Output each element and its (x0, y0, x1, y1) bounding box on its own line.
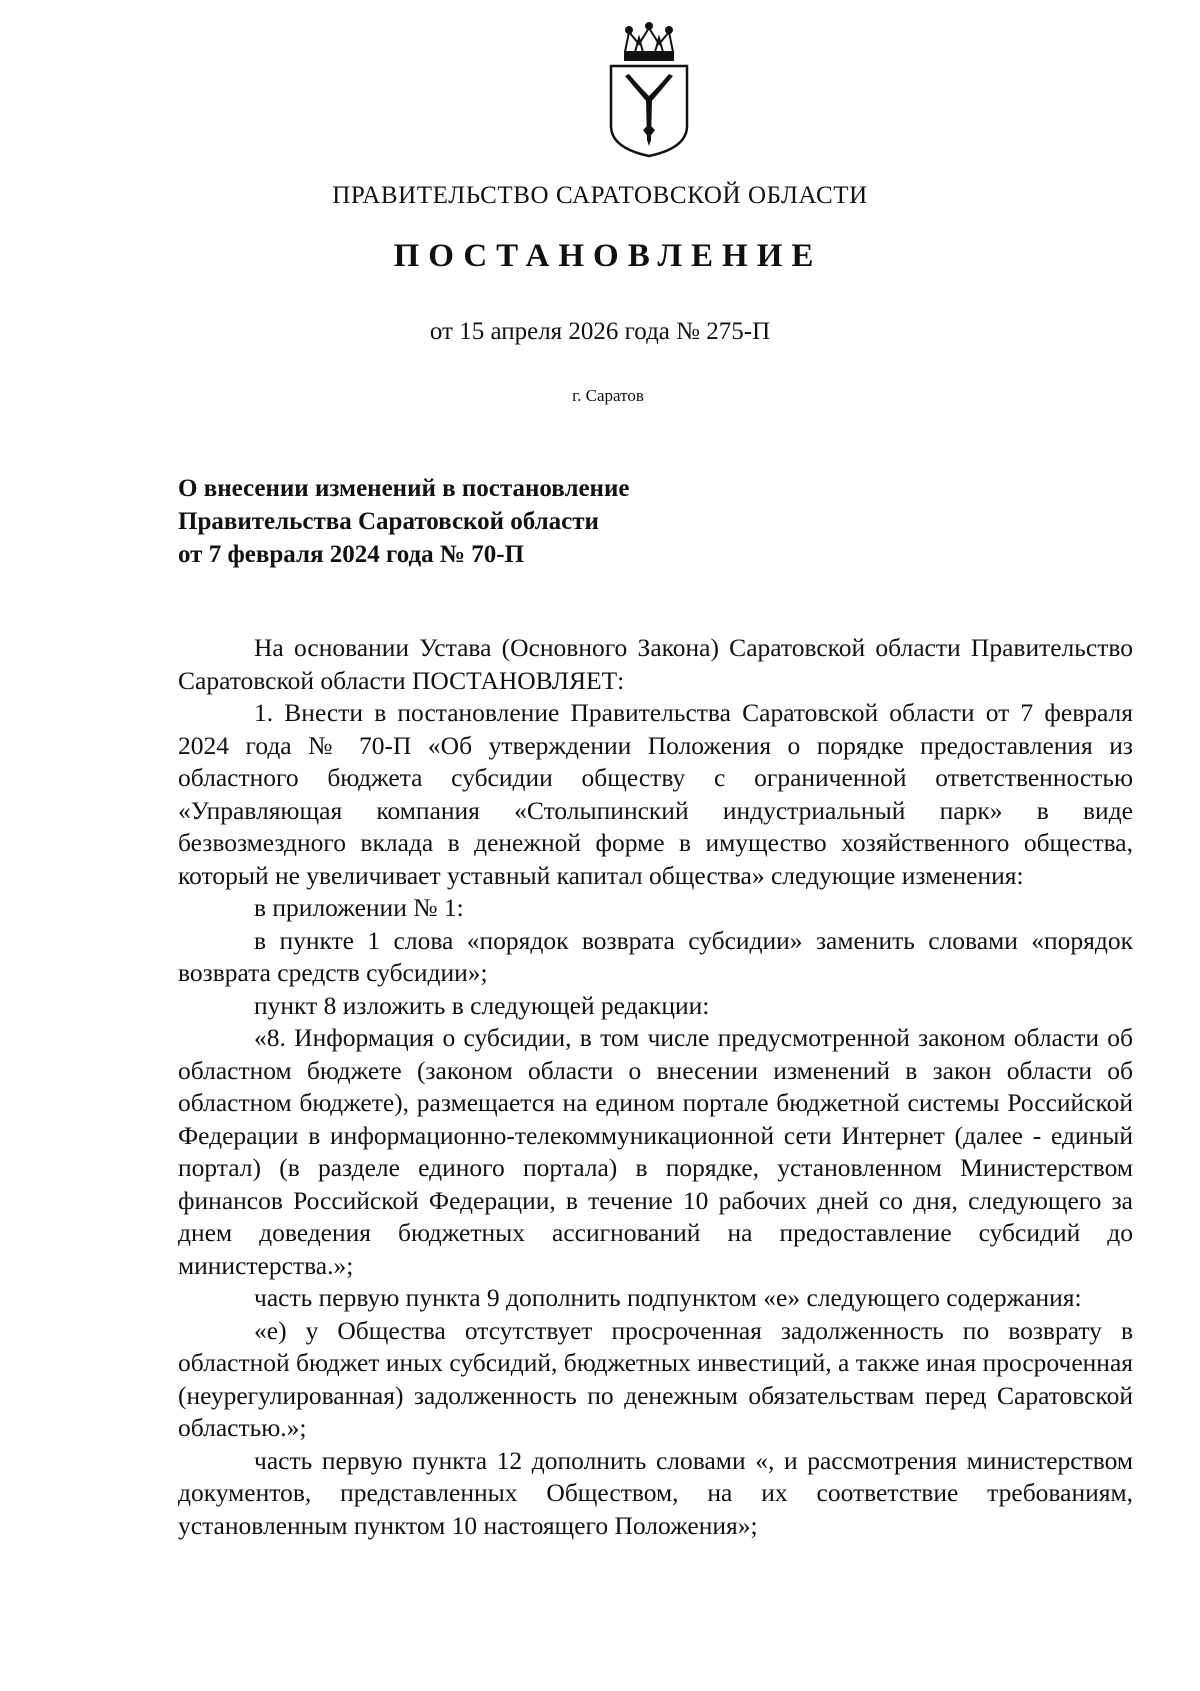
body-paragraph: 1. Внести в постановление Правительства Саратовской области от 7 февраля 2024 года № 70-П «Об утверждении Положения о порядке предоставления из областного бюджета субсидии обществу с ограниченной ответственностью «Управляющая компания «Столыпинский индустриальный парк» в виде безвозмездного вклада в денежной форме в имущество хозяйственного общества, который не увеличивает уставный капитал общества» следующие изменения: (178, 698, 1133, 890)
document-title (178, 472, 878, 571)
body-paragraph: «е) у Общества отсутствует просроченная задолженность по возврату в областной бюджет иных субсидий, бюджетных инвестиций, а также иная просроченная (неурегулированная) задолженность по денежным обязательствам перед Саратовской областью.»; (178, 1315, 1133, 1442)
body-paragraph: в пункте 1 слова «порядок возврата субсидии» заменить словами «порядок возврата средств субсидии»; (178, 925, 1133, 987)
document-city: г. Саратов (572, 386, 644, 405)
title-line: от 7 февраля 2024 года № 70-П (178, 541, 525, 568)
organization-name: ПРАВИТЕЛЬСТВО САРАТОВСКОЙ ОБЛАСТИ (332, 182, 868, 209)
body-paragraph: На основании Устава (Основного Закона) Саратовской области Правительство Саратовской области ПОСТАНОВЛЯЕТ: (178, 633, 1133, 695)
title-line: Правительства Саратовской области (178, 508, 599, 535)
title-line: О внесении изменений в постановление (178, 475, 630, 502)
document-body (178, 632, 1133, 1542)
body-paragraph: часть первую пункта 9 дополнить подпунктом «е» следующего содержания: (254, 1283, 1082, 1312)
body-paragraph: пункт 8 изложить в следующей редакции: (254, 990, 710, 1020)
saratov-coat-of-arms-icon (605, 22, 693, 160)
body-paragraph: часть первую пункта 12 дополнить словами «, и рассмотрения министерством документов, представленных Обществом, на их соответствие требованиям, установленным пунктом 10 настоящего Положения»; (178, 1445, 1133, 1540)
document-date-number: от 15 апреля 2026 года № 275-П (429, 318, 771, 345)
body-paragraph: «8. Информация о субсидии, в том числе предусмотренной законом области об областном бюджете (законом области о внесении изменений в закон области об областном бюджете), размещается на едином портале бюджетной системы Российской Федерации в информационно-телекоммуникационной сети Интернет (далее - единый портал) (в разделе единого портала) в порядке, установленном Министерством финансов Российской Федерации, в течение 10 рабочих дней со дня, следующего за днем доведения бюджетных ассигнований на предоставление субсидий до министерства.»; (178, 1023, 1133, 1280)
document-type: ПОСТАНОВЛЕНИЕ (393, 238, 823, 274)
body-paragraph: в приложении № 1: (254, 893, 464, 922)
